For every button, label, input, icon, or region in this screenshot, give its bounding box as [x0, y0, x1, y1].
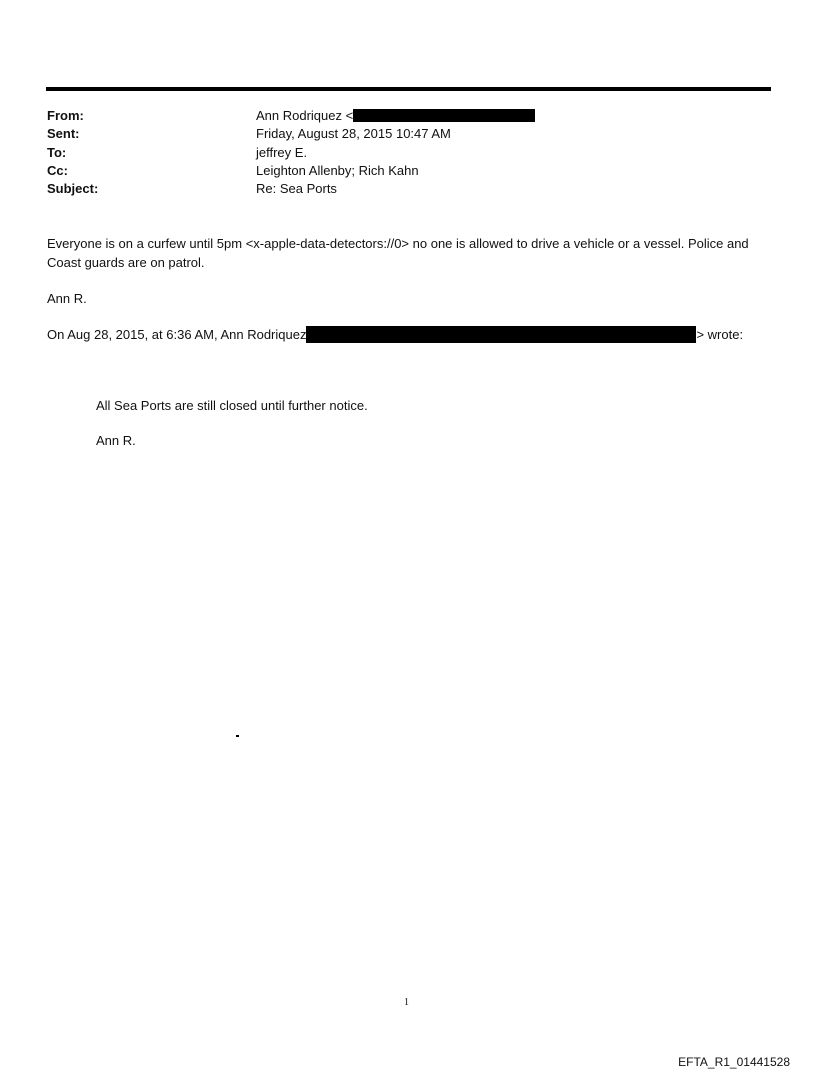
sent-value: Friday, August 28, 2015 10:47 AM: [256, 126, 451, 141]
to-value: jeffrey E.: [256, 145, 308, 160]
quote-intro-prefix: On Aug 28, 2015, at 6:36 AM, Ann Rodriquez: [47, 327, 307, 342]
quoted-text: All Sea Ports are still closed until further notice.: [96, 398, 368, 413]
from-value: [256, 108, 535, 124]
cc-label: Cc:: [47, 163, 68, 178]
redaction-box: [306, 326, 696, 343]
subject-value: Re: Sea Ports: [256, 181, 337, 196]
to-label: To:: [47, 145, 67, 160]
subject-label: Subject:: [47, 181, 99, 196]
page-number: 1: [404, 997, 409, 1008]
header-rule: [46, 87, 771, 91]
quoted-signature: Ann R.: [96, 433, 136, 448]
stray-mark: [236, 735, 239, 737]
from-label: From:: [47, 108, 84, 123]
cc-value: Leighton Allenby; Rich Kahn: [256, 163, 419, 178]
from-name: Ann Rodriquez <: [256, 108, 354, 123]
quote-intro-suffix: > wrote:: [696, 327, 744, 342]
body-paragraph: Everyone is on a curfew until 5pm <x-apple-data-detectors://0> no one is allowed to drive a vehicle or a vessel. Police and Coast guards are on patrol.: [47, 236, 749, 270]
quote-intro: [47, 325, 767, 344]
body-signature: Ann R.: [47, 291, 87, 306]
document-id: EFTA_R1_01441528: [678, 1055, 790, 1069]
sent-label: Sent:: [47, 126, 80, 141]
redaction-box: [353, 109, 535, 122]
